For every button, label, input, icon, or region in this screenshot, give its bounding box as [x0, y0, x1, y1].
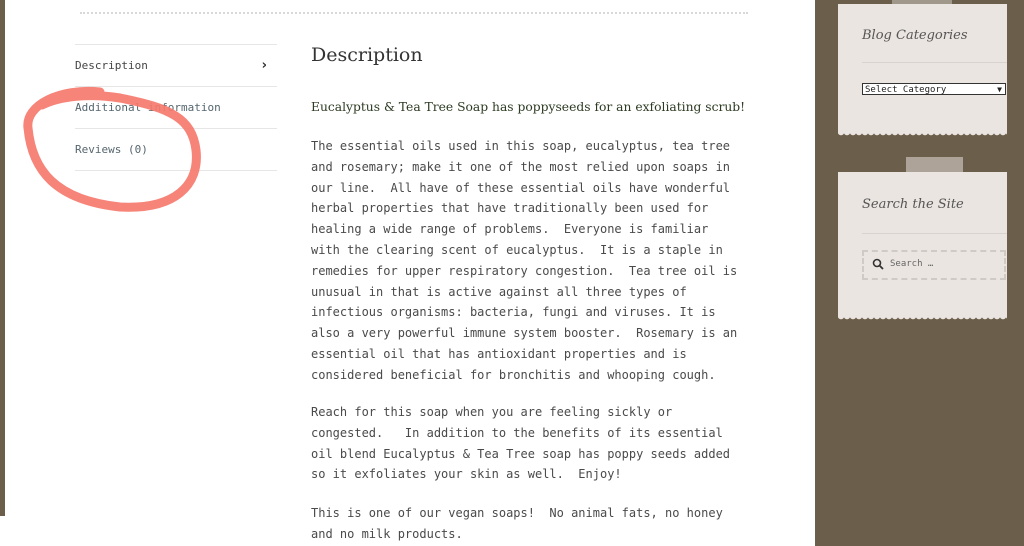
dotted-divider — [80, 12, 748, 14]
product-tabs — [75, 44, 277, 171]
product-content-area — [5, 0, 815, 546]
paragraph-2: Reach for this soap when you are feeling sickly or congested. In addition to the benefits of its essential oil blend Eucalyptus & Tea Tree soap has poppy seeds added so it exfoliates your skin as well. Enjoy! — [311, 405, 731, 482]
tab-reviews-label: Reviews (0) — [75, 143, 148, 156]
paragraph-3: This is one of our vegan soaps! No animal fats, no honey and no milk products. — [311, 506, 723, 541]
wavy-edge — [838, 132, 1007, 138]
lead-text: Eucalyptus & Tea Tree Soap has poppyseeds for an exfoliating scrub! — [311, 100, 746, 114]
blog-categories-widget — [838, 4, 1007, 132]
wavy-edge — [838, 316, 1007, 322]
dropdown-arrow-icon: ▼ — [997, 85, 1002, 94]
search-icon — [872, 258, 884, 270]
search-widget — [838, 172, 1007, 316]
panel-heading: Description — [311, 44, 423, 66]
category-select-value: Select Category — [865, 85, 947, 95]
widget-separator — [862, 62, 1007, 63]
search-placeholder: Search … — [890, 259, 934, 269]
tab-description-label: Description — [75, 59, 148, 72]
widget-separator — [862, 233, 1007, 234]
blog-categories-title: Blog Categories — [862, 28, 968, 43]
tab-reviews[interactable] — [75, 128, 277, 171]
category-select[interactable] — [862, 83, 1006, 95]
paragraph-1: The essential oils used in this soap, eucalyptus, tea tree and rosemary; make it one of the most relied upon soaps in our line. All have of these essential oils have wonderful herbal properties that have traditionally been used for healing a wide range of problems. Everyone is familiar with the clearing scent of eucalyptus. It is a staple in remedies for upper respiratory congestion. Tea tree oil is unusual in that is active against all three types of infectious organisms: bacteria, fungi and viruses. It is also a very powerful immune system booster. Rosemary is an essential oil that has antioxidant properties and is considered beneficial for bronchitis and whooping cough. — [311, 139, 738, 382]
chevron-right-icon: › — [261, 58, 267, 73]
tab-description[interactable] — [75, 44, 277, 86]
corner-artifact — [0, 516, 5, 546]
search-input[interactable] — [862, 250, 1006, 280]
tab-additional-information[interactable] — [75, 86, 277, 128]
search-widget-title: Search the Site — [862, 197, 964, 212]
tab-additional-information-label: Additional information — [75, 101, 221, 114]
